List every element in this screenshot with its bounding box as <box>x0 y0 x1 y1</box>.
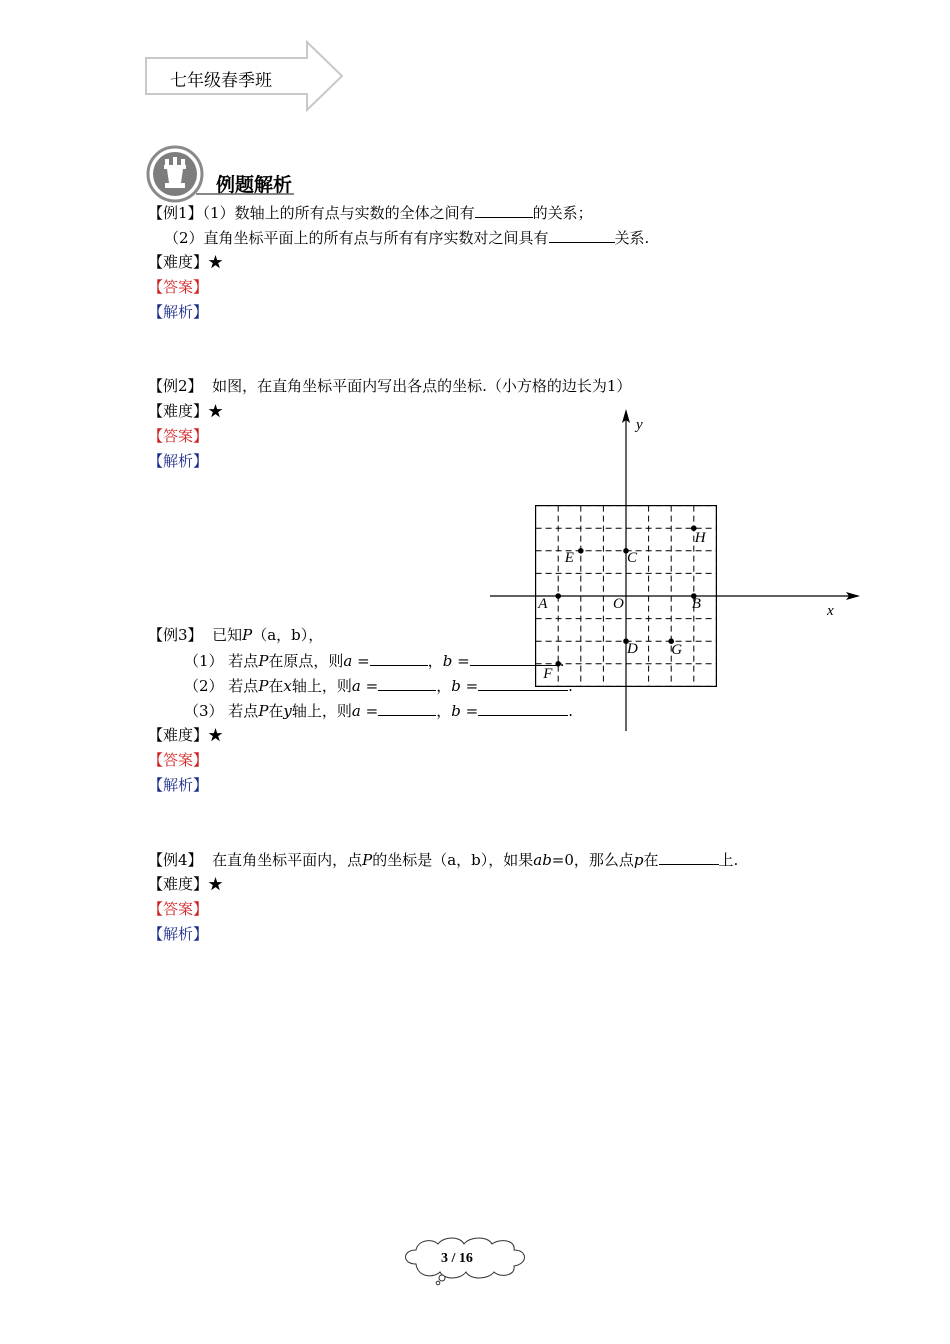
ex2-question-text: 如图，在直角坐标平面内写出各点的坐标.（小方格的边长为1） <box>212 377 632 395</box>
x-axis-label: x <box>827 603 834 619</box>
point-label-b: B <box>691 596 701 612</box>
ex3-analysis: 【解析】 <box>148 776 209 794</box>
ex3-item1-a: a <box>343 652 353 670</box>
ex3-item1-point: P <box>258 652 269 670</box>
point-a <box>555 593 561 599</box>
ex3-item2-eq-b: = <box>460 677 479 695</box>
ex3-item2-a: a <box>351 677 361 695</box>
point-label-h: H <box>694 530 706 547</box>
point-label-d: D <box>627 641 638 658</box>
ex4-answer: 【答案】 <box>148 900 209 918</box>
ex3-item3-blank-b[interactable] <box>478 700 568 716</box>
header-banner-title: 七年级春季班 <box>170 71 272 91</box>
ex3-item3-period: . <box>568 702 573 720</box>
ex4-analysis: 【解析】 <box>148 925 209 943</box>
ex1-part1-suffix: 的关系； <box>532 204 593 222</box>
section-title: 例题解析 <box>216 174 293 196</box>
ex4-difficulty: 【难度】★ <box>148 875 224 893</box>
ex3-item2-axis: x <box>283 677 292 695</box>
ex2-question <box>148 376 631 396</box>
ex3-item3-axis-suffix: 轴上，则 <box>291 702 352 720</box>
page-number: 3 / 16 <box>441 1251 473 1266</box>
ex3-item3-b: b <box>451 702 461 720</box>
ex3-tag: 【例3】 <box>148 626 203 644</box>
ex4-q-point: P <box>362 851 373 869</box>
ex3-item3-blank-a[interactable] <box>378 700 436 716</box>
ex4-q-p: p <box>633 851 644 869</box>
point-label-o: O <box>613 596 624 612</box>
ex3-question <box>148 625 323 645</box>
ex3-item2-mid: 在 <box>268 677 284 695</box>
ex4-blank[interactable] <box>659 849 719 865</box>
ex3-item2-blank-a[interactable] <box>378 675 436 691</box>
ex1-analysis: 【解析】 <box>148 303 209 321</box>
ex3-item-1 <box>184 650 564 671</box>
ex2-analysis: 【解析】 <box>148 452 209 470</box>
ex3-item1-eq-a: = <box>352 652 370 670</box>
ex3-item1-b: b <box>442 652 453 670</box>
ex3-item-2 <box>184 675 573 696</box>
ex3-item3-comma: ， <box>436 702 452 720</box>
y-axis-label: y <box>636 417 643 433</box>
ex3-item1-period: . <box>559 652 565 670</box>
ex3-item2-period: . <box>568 677 573 695</box>
point-label-c: C <box>627 549 638 566</box>
ex4-q-prefix: 在直角坐标平面内，点 <box>212 851 363 869</box>
ex3-item3-point: P <box>258 702 269 720</box>
ex4-q-mid: 的坐标是（a，b），如果 <box>372 851 534 869</box>
ex4-q-ab: ab <box>533 851 552 869</box>
ex2-tag: 【例2】 <box>148 377 203 395</box>
ex2-difficulty: 【难度】★ <box>148 402 224 420</box>
ex1-part1-prefix: （1）数轴上的所有点与实数的全体之间有 <box>202 204 475 222</box>
point-label-e: E <box>564 549 574 566</box>
ex2-answer: 【答案】 <box>148 427 209 445</box>
ex3-item2-b: b <box>451 677 461 695</box>
ex1-part2-suffix: 关系. <box>614 229 650 247</box>
ex1-part1 <box>148 202 593 223</box>
ex3-item1-blank-a[interactable] <box>370 650 428 666</box>
ex3-q-point: P <box>242 626 253 644</box>
ex3-item1-comma: ， <box>427 652 443 670</box>
point-label-a: A <box>538 596 548 612</box>
ex3-item3-mid: 在 <box>268 702 284 720</box>
point-e <box>578 548 584 554</box>
ex3-item3-a: a <box>351 702 361 720</box>
ex1-blank-2[interactable] <box>549 227 615 243</box>
ex1-difficulty: 【难度】★ <box>148 253 224 271</box>
ex3-item2-blank-b[interactable] <box>478 675 568 691</box>
ex3-item1-mid: 在原点，则 <box>268 652 344 670</box>
ex4-q-suffix: 上. <box>718 851 739 869</box>
ex4-q-zai: 在 <box>643 851 659 869</box>
ex3-item1-prefix: （1） 若点 <box>184 652 259 670</box>
ex3-item-3 <box>184 700 573 721</box>
ex3-item3-axis: y <box>283 702 292 720</box>
ex3-item2-eq-a: = <box>360 677 379 695</box>
point-label-g: G <box>671 642 683 659</box>
ex3-q-suffix: （a，b）， <box>252 626 324 644</box>
ex3-item2-point: P <box>258 677 269 695</box>
ex3-item2-prefix: （2） 若点 <box>184 677 259 695</box>
ex4-question <box>148 849 738 870</box>
ex3-item3-prefix: （3） 若点 <box>184 702 259 720</box>
ex3-item2-comma: ， <box>436 677 452 695</box>
ex1-part2 <box>164 227 649 248</box>
ex1-blank-1[interactable] <box>475 202 533 218</box>
ex1-part2-prefix: （2）直角坐标平面上的所有点与所有有序实数对之间具有 <box>164 229 549 247</box>
ex3-item3-eq-b: = <box>460 702 479 720</box>
ex3-item1-eq-b: = <box>452 652 470 670</box>
ex3-difficulty: 【难度】★ <box>148 726 224 744</box>
ex3-q-prefix: 已知 <box>212 626 243 644</box>
point-label-f: F <box>543 665 553 682</box>
ex4-tag: 【例4】 <box>148 851 203 869</box>
ex1-tag: 【例1】 <box>148 204 203 222</box>
ex3-answer: 【答案】 <box>148 751 209 769</box>
ex4-q-eq: =0，那么点 <box>551 851 634 869</box>
ex3-item3-eq-a: = <box>360 702 379 720</box>
ex3-item2-axis-suffix: 轴上，则 <box>291 677 352 695</box>
ex3-item1-blank-b[interactable] <box>470 650 560 666</box>
ex1-answer: 【答案】 <box>148 278 209 296</box>
